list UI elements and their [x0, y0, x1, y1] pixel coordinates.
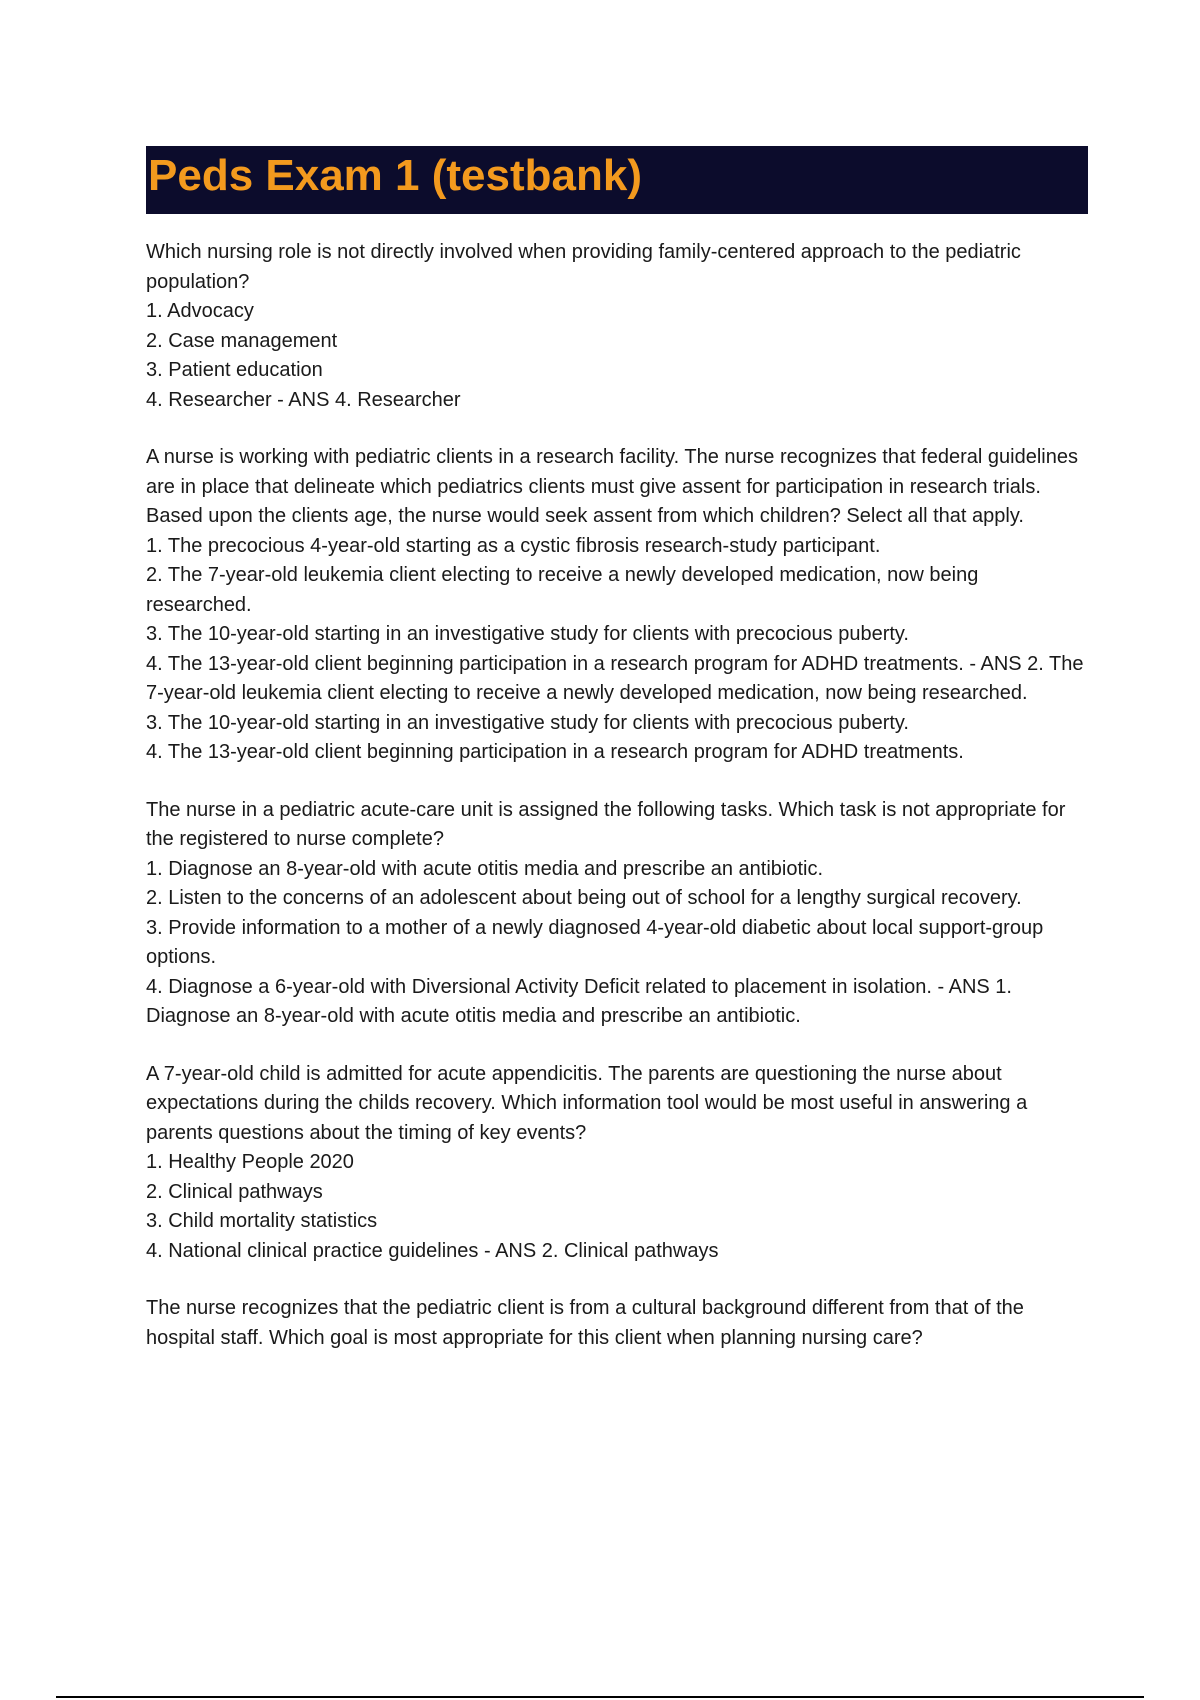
question-block-4	[146, 1060, 1088, 1267]
question-text: A 7-year-old child is admitted for acute appendicitis. The parents are questioning the nurse about expectations during the childs recovery. Which information tool would be most useful in answering a parents questions about the timing of key events?	[146, 1062, 1028, 1144]
answer-option: 2. Case management	[146, 329, 338, 352]
answer-option: 1. The precocious 4-year-old starting as a cystic fibrosis research-study participant.	[146, 534, 881, 557]
question-text: Which nursing role is not directly involved when providing family-centered approach to the pediatric population?	[146, 241, 1021, 293]
answer-option: 1. Healthy People 2020	[146, 1151, 354, 1173]
answer-option: 2. The 7-year-old leukemia client electing to receive a newly developed medication, now being researched.	[146, 564, 979, 616]
answer-option-with-key: 4. Researcher - ANS 4. Researcher	[146, 388, 461, 411]
answer-option: 3. Child mortality statistics	[146, 1210, 378, 1232]
question-block-3	[146, 796, 1088, 1032]
question-block-1	[146, 238, 1088, 415]
answer-option: 1. Diagnose an 8-year-old with acute otitis media and prescribe an antibiotic.	[146, 857, 824, 880]
document-content	[146, 238, 1088, 1381]
question-block-5	[146, 1294, 1088, 1353]
answer-option: 1. Advocacy	[146, 300, 254, 322]
document-title: Peds Exam 1 (testbank)	[148, 151, 642, 200]
answer-key-line: 4. The 13-year-old client beginning participation in a research program for ADHD treatments.	[146, 741, 964, 763]
page-divider	[56, 1696, 1144, 1698]
question-text: The nurse in a pediatric acute-care unit is assigned the following tasks. Which task is not appropriate for the registered to nurse complete?	[146, 798, 1066, 850]
title-banner	[146, 146, 1088, 214]
answer-option: 2. Listen to the concerns of an adolescent about being out of school for a lengthy surgical recovery.	[146, 887, 1022, 909]
answer-option: 3. Provide information to a mother of a newly diagnosed 4-year-old diabetic about local support-group options.	[146, 916, 1044, 968]
answer-option-with-key: 4. National clinical practice guidelines - ANS 2. Clinical pathways	[146, 1239, 719, 1262]
answer-option: 3. The 10-year-old starting in an investigative study for clients with precocious puberty.	[146, 623, 909, 645]
question-text: A nurse is working with pediatric clients in a research facility. The nurse recognizes that federal guidelines are in place that delineate which pediatrics clients must give assent for participation in research trials. Based upon the clients age, the nurse would seek assent from which children? Select all that apply.	[146, 446, 1078, 527]
question-block-2	[146, 443, 1088, 768]
answer-key-line: 3. The 10-year-old starting in an investigative study for clients with precocious puberty.	[146, 711, 909, 734]
answer-option-with-key: 4. The 13-year-old client beginning participation in a research program for ADHD treatments. - ANS 2. The 7-year-old leukemia client electing to receive a newly developed medication, now being researched.	[146, 652, 1084, 704]
question-text: The nurse recognizes that the pediatric client is from a cultural background different from that of the hospital staff. Which goal is most appropriate for this client when planning nursing care?	[146, 1297, 1024, 1349]
answer-option-with-key: 4. Diagnose a 6-year-old with Diversional Activity Deficit related to placement in isolation. - ANS 1. Diagnose an 8-year-old with acute otitis media and prescribe an antibiotic.	[146, 975, 1012, 1027]
answer-option: 2. Clinical pathways	[146, 1180, 323, 1203]
answer-option: 3. Patient education	[146, 359, 323, 381]
